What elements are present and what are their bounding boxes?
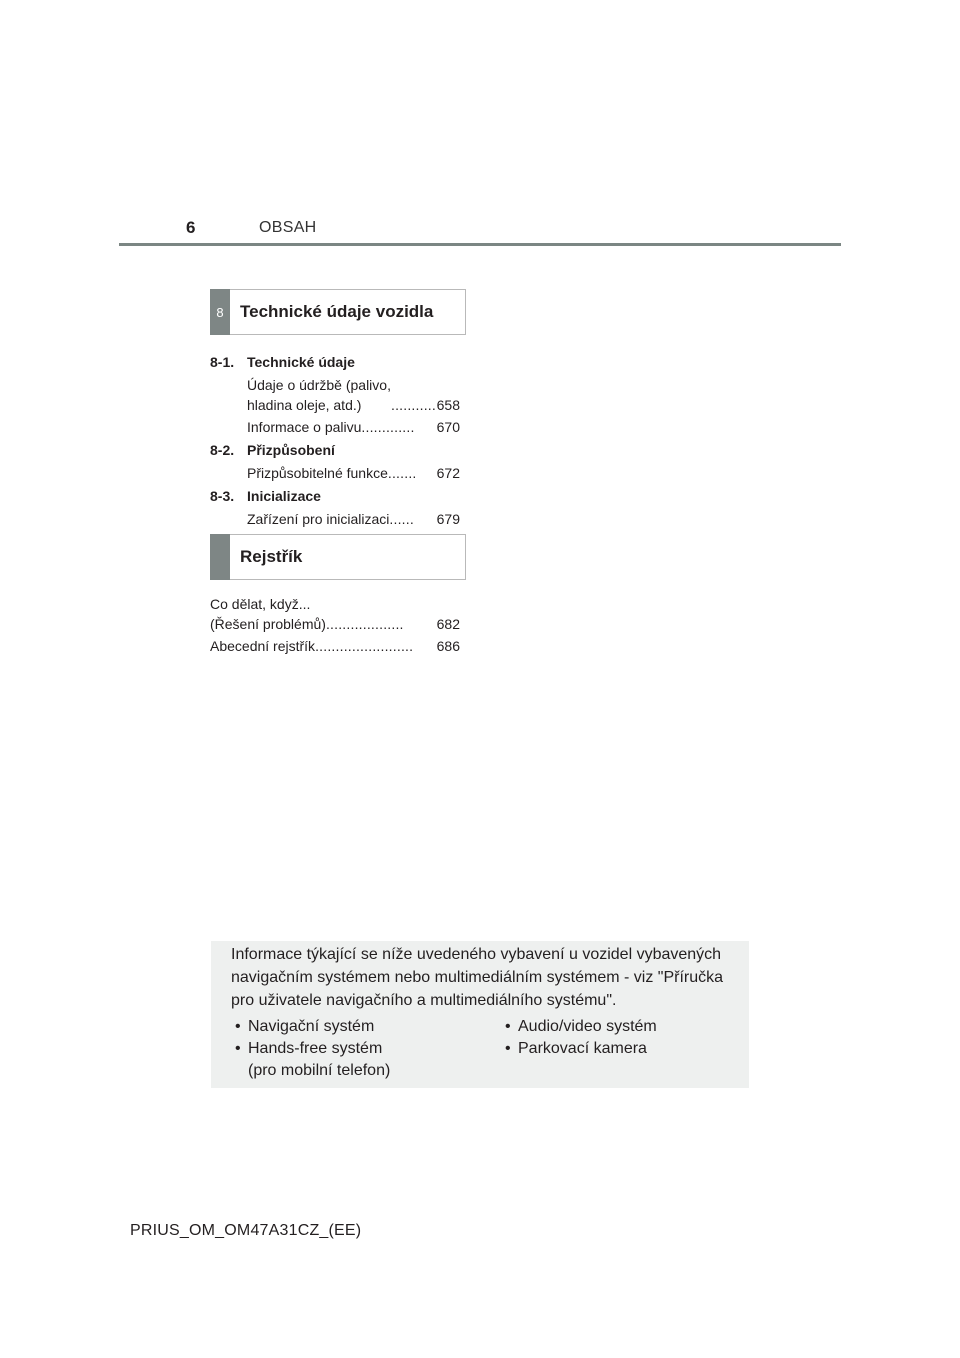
entry-page: 672: [436, 465, 460, 481]
group-title: Technické údaje: [247, 354, 355, 370]
info-list-right: [501, 1016, 657, 1060]
toc-technical-data: [210, 352, 460, 529]
entry-page: 686: [436, 638, 460, 654]
entry-leader: .............: [361, 419, 415, 435]
group-number: 8-3.: [210, 488, 235, 504]
toc-entry[interactable]: [210, 463, 460, 483]
entry-text: Údaje o údržbě (palivo, hladina oleje, atd.): [247, 377, 391, 413]
toc-entry[interactable]: [210, 636, 460, 656]
header-divider: [119, 243, 841, 246]
section-heading-technical-data[interactable]: [210, 289, 466, 335]
info-list-left: [231, 1016, 390, 1082]
section-title: Technické údaje vozidla: [240, 302, 434, 321]
list-item-note: (pro mobilní telefon): [248, 1062, 391, 1079]
entry-leader: ...................: [325, 616, 404, 632]
toc-entry[interactable]: [210, 375, 460, 415]
entry-leader: ........................: [315, 638, 414, 654]
toc-entry[interactable]: [210, 417, 460, 437]
toc-group[interactable]: [210, 352, 460, 372]
entry-page: 658: [436, 397, 460, 413]
entry-text: Zařízení pro inicializaci: [247, 511, 390, 527]
toc-group[interactable]: [210, 440, 460, 460]
entry-leader: ......: [389, 511, 414, 527]
toc-entry[interactable]: [210, 594, 460, 634]
group-number: 8-1.: [210, 354, 235, 370]
group-number: 8-2.: [210, 442, 235, 458]
entry-text: Abecední rejstřík: [210, 638, 316, 654]
section-title: Rejstřík: [240, 547, 303, 566]
list-item: • Navigační systém: [231, 1016, 390, 1038]
page-number: 6: [186, 218, 196, 237]
list-item: • Audio/video systém: [501, 1016, 657, 1038]
list-item: • Hands-free systém (pro mobilní telefon): [231, 1038, 390, 1082]
group-title: Inicializace: [247, 488, 321, 504]
entry-leader: .......: [387, 465, 417, 481]
section-tab: 8: [210, 289, 230, 335]
toc-group[interactable]: [210, 486, 460, 506]
page-header-title: OBSAH: [259, 219, 317, 236]
group-title: Přizpůsobení: [247, 442, 335, 458]
section-tab: [210, 534, 230, 580]
document-code: PRIUS_OM_OM47A31CZ_(EE): [130, 1222, 362, 1239]
info-box: [211, 941, 749, 1088]
toc-entry[interactable]: [210, 509, 460, 529]
entry-text: Přizpůsobitelné funkce: [247, 465, 388, 481]
section-heading-index[interactable]: [210, 534, 466, 580]
info-text: Informace týkající se níže uvedeného vybavení u vozidel vybavených navigačním systémem nebo multimediálním systémem - viz "Příručka pro uživatele navigačního a multimediálního systému".: [231, 946, 724, 1009]
entry-page: 679: [436, 511, 460, 527]
entry-leader: ...........: [390, 397, 436, 413]
entry-text: Co dělat, když... (Řešení problémů): [210, 596, 326, 632]
list-item: • Parkovací kamera: [501, 1038, 657, 1060]
entry-page: 682: [436, 616, 460, 632]
toc-index: [210, 594, 460, 656]
entry-text: Informace o palivu: [247, 419, 362, 435]
entry-page: 670: [436, 419, 460, 435]
